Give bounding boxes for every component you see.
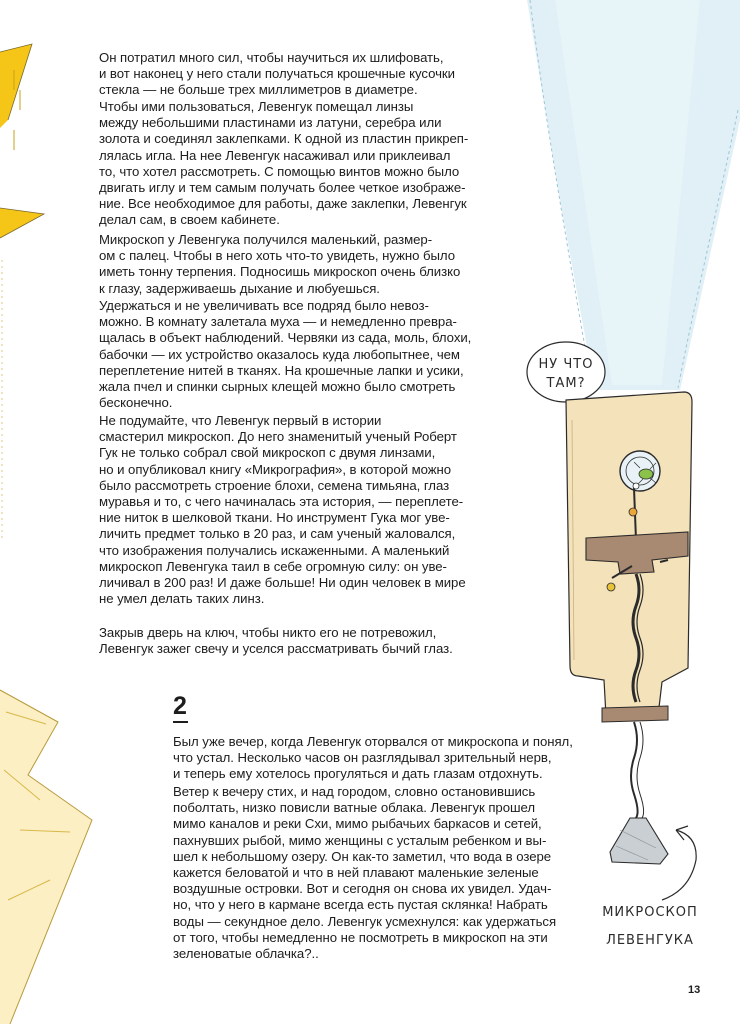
microscope-illustration bbox=[566, 392, 692, 864]
paragraph-5: Не подумайте, что Левенгук первый в истории смастерил микроскоп. До него знаменитый ученый Роберт Гук не только собрал свой микроскоп с двумя линзами, но и опубликовал книгу «Микрография», в которой можно было рассмотреть строение блохи, семена тимьяна, глаз муравья и то, с чего начиналась эта история, — переплете- ние ниток в шелковой ткани. Но инструмент Гука мог уве- личить предмет только в 20 раз, и сам ученый жаловался, что изображения получались искаженными. А маленький микроскоп Левенгука таил в себе огромную силу: он уве- личивал в 200 раз! И даже больше! Ни один человек в мире не умел делать таких линз. bbox=[99, 413, 466, 607]
caption-arrow bbox=[662, 826, 696, 900]
speech-bubble-line1: НУ ЧТО bbox=[538, 357, 594, 372]
chapter-paragraph-1: Был уже вечер, когда Левенгук оторвался от микроскопа и понял, что устал. Несколько часов он разглядывал зрительный нерв, и теперь ему хотелось прогуляться и дать глазам отдохнуть. bbox=[173, 734, 573, 782]
speech-bubble-line2: ТАМ? bbox=[546, 376, 586, 391]
paragraph-2: Чтобы ими пользоваться, Левенгук помещал линзы между небольшими пластинами из латуни, серебра или золота и соединял заклепками. К одной из пластин прикреп- лялась игла. На нее Левенгук насаживал или приклеивал то, что хотел рассмотреть. С помощью винтов можно было двигать иглу и тем самым получать более четкое изображе- ние. Все необходимое для работы, даже заклепки, Левенгук делал сам, в своем кабинете. bbox=[99, 99, 469, 228]
paragraph-4: Удержаться и не увеличивать все подряд было невоз- можно. В комнату залетала муха — и немедленно превра- щалась в объект наблюдений. Червяки из сада, моль, блохи, бабочки — их устройство оказалось куда любопытнее, чем переплетение нитей в тканях. На крошечные лапки и усики, жала пчел и спинки сырных клещей можно было смотреть бесконечно. bbox=[99, 298, 472, 411]
chapter-underline bbox=[173, 721, 188, 723]
chapter-number: 2 bbox=[173, 692, 187, 720]
paragraph-1: Он потратил много сил, чтобы научиться их шлифовать, и вот наконец у него стали получаться крошечные кусочки стекла — не больше трех миллиметров в диаметре. bbox=[99, 50, 455, 98]
caption-line2: ЛЕВЕНГУКА bbox=[606, 933, 694, 948]
page-number: 13 bbox=[688, 984, 701, 996]
paragraph-3: Микроскоп у Левенгука получился маленький, размер- ом с палец. Чтобы в него хоть что-то увидеть, нужно было иметь тонну терпения. Подносишь микроскоп очень близко к глазу, задерживаешь дыхание и любуешься. bbox=[99, 232, 461, 296]
chapter-paragraph-2: Ветер к вечеру стих, и над городом, словно остановившись поболтать, низко повисли ватные облака. Левенгук прошел мимо каналов и реки Схи, мимо рыбачьих баркасов и сетей, пахнувших рыбой, мимо женщины с усталым ребенком и вы- шел к небольшому озеру. Он как-то заметил, что вода в озере кажется беловатой и что в ней плавают маленькие зеленые воздушные островки. Вот и сегодня он снова их увидел. Удач- но, что у него в кармане всегда есть пустая склянка! Набрать воды — секундное дело. Левенгук усмехнулся: как удержаться от того, чтобы немедленно не посмотреть в микроскоп на эти зеленоватые облачка?.. bbox=[173, 784, 557, 962]
light-beam bbox=[527, 0, 740, 390]
yellow-star-decoration-bottom bbox=[0, 690, 92, 1024]
yellow-star-decoration-top bbox=[0, 44, 44, 540]
paragraph-6: Закрыв дверь на ключ, чтобы никто его не потревожил, Левенгук зажег свечу и уселся рассматривать бычий глаз. bbox=[99, 625, 453, 657]
caption-line1: МИКРОСКОП bbox=[602, 905, 698, 920]
